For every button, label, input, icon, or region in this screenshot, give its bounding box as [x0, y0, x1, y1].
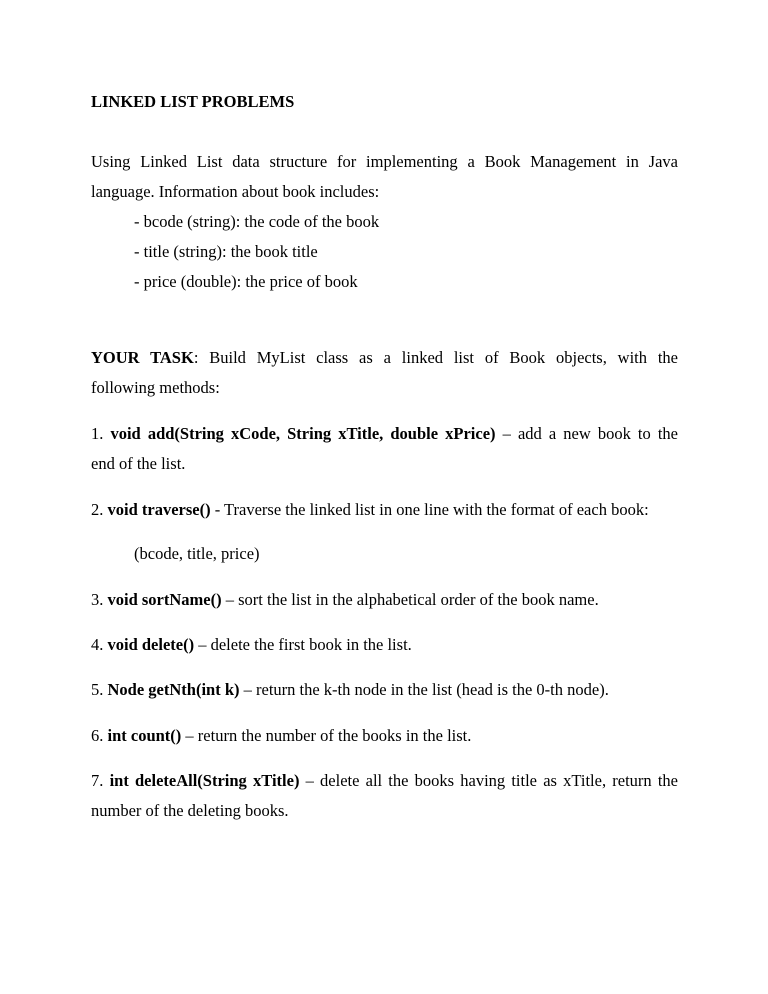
method-7-continuation: number of the deleting books. [91, 801, 289, 820]
method-signature: void add(String xCode, String xTitle, double xPrice) [110, 424, 496, 443]
method-signature: void traverse() [107, 500, 211, 519]
task-text: : Build MyList class as a linked list of Book objects, with the [193, 348, 678, 367]
field-bcode: - bcode (string): the code of the book [134, 212, 380, 231]
intro-line-2: language. Information about book includes: [91, 182, 380, 201]
page-title: LINKED LIST PROBLEMS [91, 92, 295, 111]
method-1-continuation: end of the list. [91, 454, 186, 473]
method-7: 7. int deleteAll(String xTitle) – delete all the books having title as xTitle, return the [91, 771, 678, 790]
method-5: 5. Node getNth(int k) – return the k-th node in the list (head is the 0-th node). [91, 680, 609, 699]
traverse-format: (bcode, title, price) [134, 544, 260, 563]
method-2: 2. void traverse() - Traverse the linked list in one line with the format of each book: [91, 500, 649, 519]
method-signature: int count() [107, 726, 182, 745]
method-6: 6. int count() – return the number of the books in the list. [91, 726, 472, 745]
method-signature: void sortName() [107, 590, 222, 609]
task-line-1 [91, 348, 678, 368]
method-4: 4. void delete() – delete the first book in the list. [91, 635, 412, 654]
method-1: 1. void add(String xCode, String xTitle, double xPrice) – add a new book to the [91, 424, 679, 443]
task-line-2: following methods: [91, 378, 220, 397]
method-signature: int deleteAll(String xTitle) [109, 771, 300, 790]
intro-line-1: Using Linked List data structure for implementing a Book Management in Java [91, 152, 678, 171]
method-signature: void delete() [107, 635, 195, 654]
field-price: - price (double): the price of book [134, 272, 358, 291]
task-label: YOUR TASK [91, 348, 194, 367]
field-title: - title (string): the book title [134, 242, 318, 261]
method-signature: Node getNth(int k) [107, 680, 240, 699]
method-3: 3. void sortName() – sort the list in the alphabetical order of the book name. [91, 590, 599, 609]
